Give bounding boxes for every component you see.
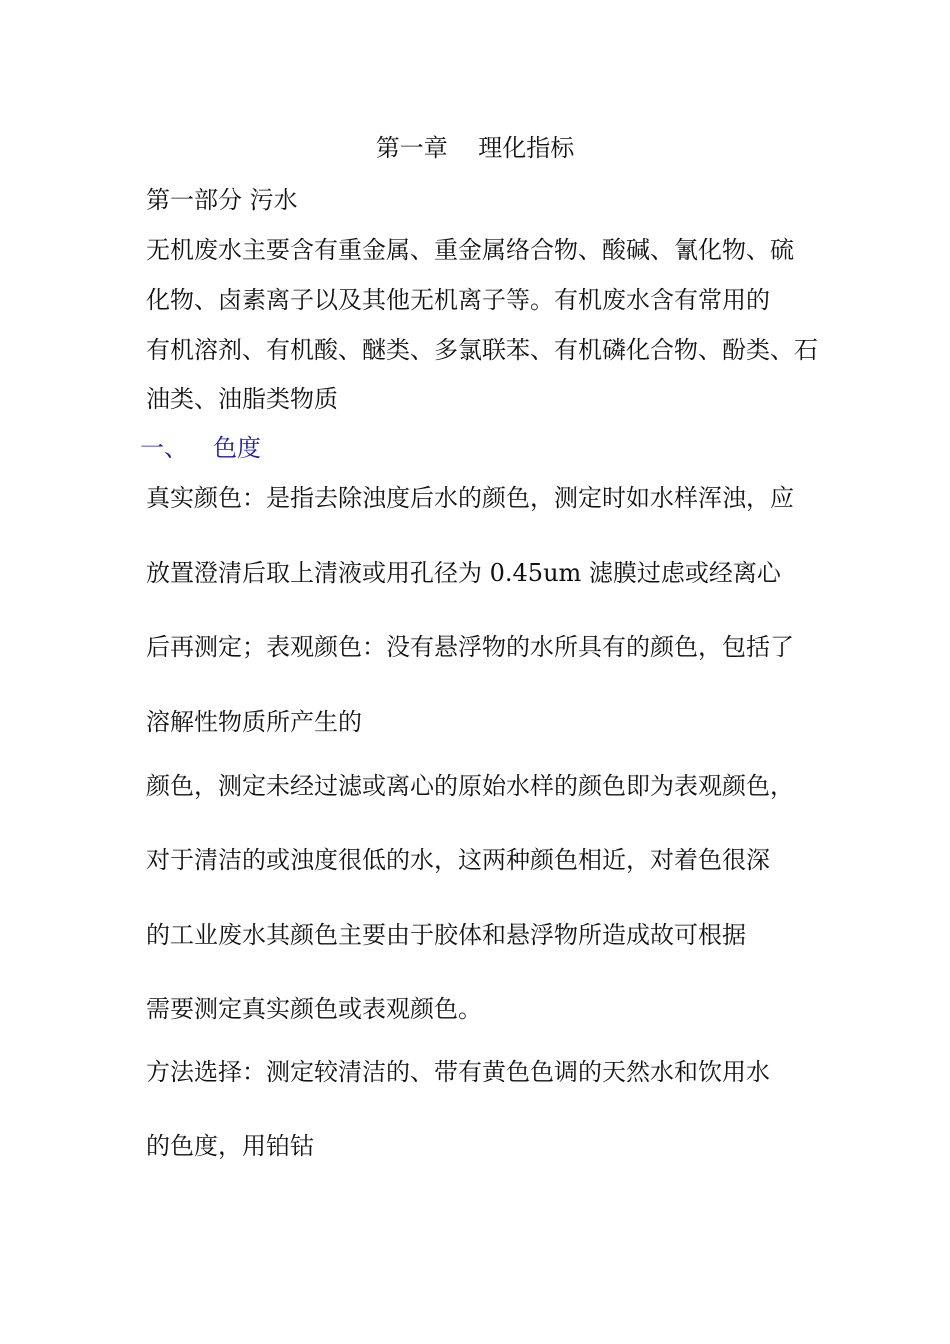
color-line-8: 需要测定真实颜色或表观颜色。: [146, 995, 482, 1023]
method-line-1: 方法选择：测定较清洁的、带有黄色色调的天然水和饮用水: [146, 1058, 770, 1086]
color-line-1: 真实颜色：是指去除浊度后水的颜色，测定时如水样浑浊，应: [146, 484, 794, 512]
section-heading-color: [140, 432, 261, 464]
section-number: 一、: [140, 434, 188, 462]
color-line-7: 的工业废水其颜色主要由于胶体和悬浮物所造成故可根据: [146, 921, 746, 949]
color-line-4: 溶解性物质所产生的: [146, 708, 362, 736]
intro-line-3: 有机溶剂、有机酸、醚类、多氯联苯、有机磷化合物、酚类、石: [146, 336, 818, 364]
color-line-2: 放置澄清后取上清液或用孔径为 0.45um 滤膜过虑或经离心: [146, 559, 781, 587]
color-line-5: 颜色，测定未经过滤或离心的原始水样的颜色即为表观颜色，: [146, 772, 794, 800]
part-heading: 第一部分 污水: [146, 186, 298, 214]
intro-line-2: 化物、卤素离子以及其他无机离子等。有机废水含有常用的: [146, 286, 770, 314]
section-title: 色度: [213, 434, 261, 462]
intro-line-1: 无机废水主要含有重金属、重金属络合物、酸碱、氰化物、硫: [146, 236, 794, 264]
intro-line-4: 油类、油脂类物质: [146, 385, 338, 413]
color-line-6: 对于清洁的或浊度很低的水，这两种颜色相近，对着色很深: [146, 846, 770, 874]
method-line-2: 的色度，用铂钴: [146, 1132, 314, 1160]
color-line-3: 后再测定；表观颜色：没有悬浮物的水所具有的颜色，包括了: [146, 633, 794, 661]
chapter-title: 第一章 理化指标: [375, 134, 575, 162]
